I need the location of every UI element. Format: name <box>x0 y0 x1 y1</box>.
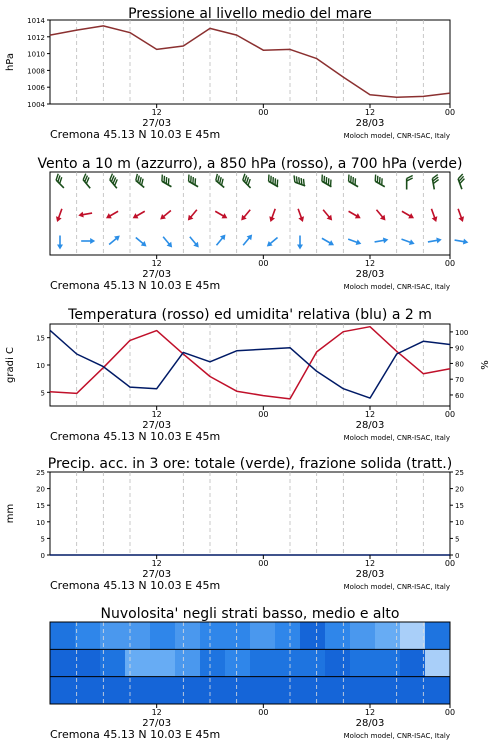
wind-barb <box>319 175 334 187</box>
model-credit: Moloch model, CNR-ISAC, Italy <box>343 434 450 442</box>
cloud-cell <box>100 649 126 676</box>
y-axis-label: hPa <box>5 52 16 72</box>
arrow-head <box>78 212 84 219</box>
cloud-cell <box>75 649 101 676</box>
wind-barb <box>214 233 228 248</box>
cloud-cell <box>400 649 426 676</box>
cloud-cell <box>425 622 451 649</box>
cloud-cell <box>200 677 226 704</box>
arrow-head <box>298 216 305 223</box>
y-tick-label: 15 <box>36 502 45 511</box>
x-tick-label: 12 <box>364 559 376 568</box>
cloud-cell <box>425 677 451 704</box>
wind-barb <box>429 208 439 223</box>
cloud-cell <box>200 649 226 676</box>
panel-title: Precip. acc. in 3 ore: totale (verde), frazione solida (tratt.) <box>47 456 453 472</box>
wind-barb <box>81 238 95 244</box>
cloud-cell <box>175 622 201 649</box>
cloud-cell <box>325 622 351 649</box>
arrow-head <box>297 245 303 250</box>
wind-barb <box>292 175 307 185</box>
x-tick-label: 12 <box>151 410 162 419</box>
date-label: 28/03 <box>355 118 385 129</box>
cloud-cell <box>275 677 301 704</box>
wind-barb <box>400 209 415 221</box>
y-tick-label-right: 10 <box>455 518 464 527</box>
arrow-head <box>463 239 469 246</box>
arrow-head <box>432 216 439 223</box>
wind-barb <box>427 237 442 245</box>
cloud-cell <box>125 622 151 649</box>
x-tick-label: 12 <box>151 108 162 117</box>
cloud-cell <box>250 677 276 704</box>
cloud-cell <box>300 677 326 704</box>
x-tick-label: 12 <box>364 108 376 117</box>
y-tick-label: 1010 <box>27 50 45 59</box>
date-label: 27/03 <box>142 569 172 580</box>
panel-4 <box>5 456 464 592</box>
location-label: Cremona 45.13 N 10.03 E 45m <box>50 128 221 141</box>
cloud-cell <box>300 622 326 649</box>
cloud-cell <box>250 649 276 676</box>
wind-barb <box>400 236 415 246</box>
cloud-cell <box>350 677 376 704</box>
y-tick-label-right: 60 <box>455 391 464 400</box>
cloud-cell <box>400 622 426 649</box>
cloud-cell <box>100 622 126 649</box>
panel-title: Temperatura (rosso) ed umidita' relativa (blu) a 2 m <box>68 307 432 323</box>
wind-barb <box>455 208 465 223</box>
cloud-cell <box>200 622 226 649</box>
cloud-cell <box>225 649 251 676</box>
x-tick-label: 00 <box>258 108 269 117</box>
wind-barb <box>241 233 255 248</box>
y-tick-label-right: 100 <box>455 328 469 337</box>
y-axis-label: gradi C <box>5 347 16 383</box>
y-tick-label: 0 <box>40 552 45 560</box>
x-tick-label: 00 <box>444 410 456 419</box>
y-tick-label-right: 90 <box>455 344 464 353</box>
plot-frame <box>50 20 450 104</box>
pressure-line <box>50 26 450 97</box>
cloud-cell <box>175 677 201 704</box>
wind-barb <box>295 208 305 223</box>
wind-barb <box>321 208 335 223</box>
arrow-head <box>408 213 415 221</box>
wind-barb <box>347 236 362 246</box>
arrow-head <box>57 245 63 250</box>
x-tick-label: 12 <box>151 708 162 717</box>
wind-barb <box>159 175 174 187</box>
date-label: 27/03 <box>142 420 172 431</box>
arrow-head <box>355 213 362 221</box>
x-tick-label: 00 <box>444 708 456 717</box>
wind-barb <box>266 175 281 187</box>
arrow-head <box>222 213 229 221</box>
date-label: 27/03 <box>142 718 172 729</box>
arrow-head <box>409 239 416 246</box>
cloud-cell <box>100 677 126 704</box>
panel-2 <box>37 156 468 292</box>
x-tick-label: 00 <box>258 559 269 568</box>
y-tick-label: 5 <box>40 535 45 544</box>
cloud-cell <box>300 649 326 676</box>
wind-barb <box>133 174 148 188</box>
y-tick-label: 1014 <box>27 17 45 25</box>
wind-barb <box>320 236 335 248</box>
wind-barb <box>432 175 440 190</box>
wind-barb <box>81 174 95 189</box>
arrow-head <box>131 213 138 221</box>
y-tick-label-right: 70 <box>455 376 464 385</box>
wind-barb <box>374 237 389 245</box>
x-tick-label: 12 <box>151 259 162 268</box>
cloud-cell <box>350 622 376 649</box>
wind-barb <box>213 174 228 188</box>
wind-barb <box>131 209 146 221</box>
wind-barb <box>265 235 280 249</box>
y-axis-label: % <box>480 360 491 370</box>
x-tick-label: 12 <box>364 259 376 268</box>
y-axis-label: mm <box>5 503 16 524</box>
wind-barb <box>268 208 278 223</box>
location-label: Cremona 45.13 N 10.03 E 45m <box>50 579 221 592</box>
wind-barb <box>104 209 119 221</box>
wind-barb <box>457 174 467 189</box>
plot-frame <box>50 472 450 555</box>
cloud-cell <box>275 649 301 676</box>
cloud-cell <box>175 649 201 676</box>
wind-barb <box>187 235 201 250</box>
wind-barb <box>134 235 149 249</box>
model-credit: Moloch model, CNR-ISAC, Italy <box>343 732 450 740</box>
y-tick-label-right: 25 <box>455 469 464 477</box>
x-tick-label: 12 <box>364 410 376 419</box>
x-tick-label: 00 <box>258 410 269 419</box>
arrow-head <box>328 240 335 248</box>
panel-3 <box>5 307 491 443</box>
wind-barb <box>239 208 253 223</box>
y-tick-label-right: 5 <box>455 535 460 544</box>
date-label: 27/03 <box>142 118 172 129</box>
y-tick-label: 10 <box>36 362 45 370</box>
date-label: 28/03 <box>355 269 385 280</box>
panel-5 <box>50 606 455 741</box>
wind-barb <box>186 175 201 187</box>
arrow-head <box>54 216 61 223</box>
y-tick-label: 5 <box>40 389 45 398</box>
y-tick-label: 1006 <box>27 84 45 93</box>
cloud-cell <box>75 622 101 649</box>
arrow-head <box>268 216 275 223</box>
cloud-cell <box>350 649 376 676</box>
date-label: 28/03 <box>355 569 385 580</box>
arrow-head <box>90 238 95 244</box>
y-tick-label: 1012 <box>27 33 45 42</box>
y-tick-label-right: 0 <box>455 552 460 560</box>
arrow-head <box>356 239 363 246</box>
cloud-cell <box>50 622 76 649</box>
wind-barb <box>454 237 469 245</box>
cloud-cell <box>50 649 76 676</box>
arrow-head <box>104 213 111 221</box>
model-credit: Moloch model, CNR-ISAC, Italy <box>343 583 450 591</box>
wind-barb <box>297 236 303 250</box>
cloud-cell <box>150 677 176 704</box>
location-label: Cremona 45.13 N 10.03 E 45m <box>50 279 221 292</box>
panel-title: Pressione al livello medio del mare <box>128 6 372 22</box>
wind-barb <box>186 208 200 223</box>
x-tick-label: 00 <box>444 108 456 117</box>
cloud-cell <box>50 677 76 704</box>
cloud-cell <box>225 677 251 704</box>
wind-barb <box>78 210 93 218</box>
cloud-cell <box>275 622 301 649</box>
panel-1 <box>5 6 455 141</box>
wind-barb <box>161 235 175 250</box>
arrow-head <box>458 216 465 223</box>
y-tick-label: 20 <box>36 485 45 494</box>
x-tick-label: 00 <box>444 259 456 268</box>
wind-barb <box>407 176 413 190</box>
temperature-line <box>50 327 450 399</box>
cloud-cell <box>150 622 176 649</box>
wind-barb <box>373 175 388 187</box>
cloud-cell <box>325 649 351 676</box>
plot-frame <box>50 172 450 255</box>
y-tick-label: 10 <box>36 518 45 527</box>
cloud-cell <box>75 677 101 704</box>
cloud-cell <box>125 677 151 704</box>
x-tick-label: 00 <box>444 559 456 568</box>
panel-title: Vento a 10 m (azzurro), a 850 hPa (rosso), a 700 hPa (verde) <box>37 156 463 172</box>
location-label: Cremona 45.13 N 10.03 E 45m <box>50 728 221 741</box>
wind-barb <box>54 174 68 188</box>
x-tick-label: 00 <box>258 259 269 268</box>
location-label: Cremona 45.13 N 10.03 E 45m <box>50 430 221 443</box>
humidity-line <box>50 330 450 398</box>
wind-barb <box>54 208 64 223</box>
cloud-cell <box>150 649 176 676</box>
y-tick-label-right: 15 <box>455 502 464 511</box>
wind-barb <box>241 174 255 188</box>
y-tick-label-right: 80 <box>455 360 464 369</box>
wind-barb <box>214 209 229 221</box>
arrow-head <box>383 237 389 244</box>
x-tick-label: 00 <box>258 708 269 717</box>
date-label: 28/03 <box>355 420 385 431</box>
cloud-cell <box>400 677 426 704</box>
wind-barb <box>57 236 63 250</box>
model-credit: Moloch model, CNR-ISAC, Italy <box>343 283 450 291</box>
cloud-cell <box>325 677 351 704</box>
panel-title: Nuvolosita' negli strati basso, medio e alto <box>100 606 400 622</box>
y-tick-label: 1008 <box>27 67 45 76</box>
wind-barb <box>158 208 173 222</box>
y-tick-label: 15 <box>36 334 45 343</box>
x-tick-label: 12 <box>364 708 376 717</box>
cloud-cell <box>250 622 276 649</box>
wind-barb <box>107 233 122 247</box>
model-credit: Moloch model, CNR-ISAC, Italy <box>343 132 450 140</box>
cloud-cell <box>125 649 151 676</box>
y-tick-label: 25 <box>36 469 45 477</box>
wind-barb <box>374 208 388 223</box>
date-label: 27/03 <box>142 269 172 280</box>
wind-barb <box>108 174 122 189</box>
cloud-cell <box>425 649 451 676</box>
y-tick-label: 1004 <box>27 101 45 109</box>
cloud-cell <box>225 622 251 649</box>
barb-shaft <box>83 180 90 188</box>
date-label: 28/03 <box>355 718 385 729</box>
wind-barb <box>346 175 361 187</box>
x-tick-label: 12 <box>151 559 162 568</box>
arrow-head <box>436 237 442 244</box>
wind-barb <box>347 209 362 221</box>
y-tick-label-right: 20 <box>455 485 464 494</box>
